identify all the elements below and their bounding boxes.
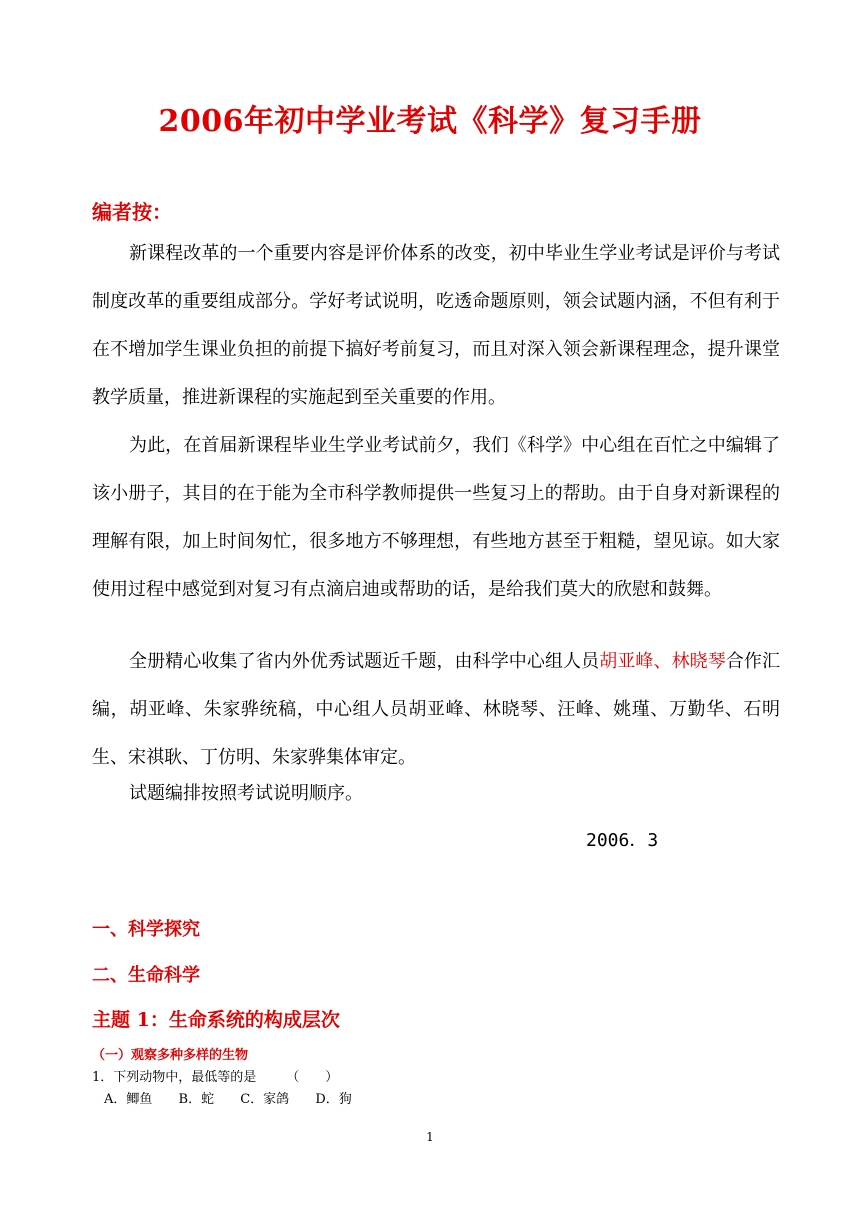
section-heading-life-science: 二、生命科学 <box>92 965 200 986</box>
question-stem: 1．下列动物中，最低等的是 <box>92 1070 257 1085</box>
editor-paragraph-1: 新课程改革的一个重要内容是评价体系的改变，初中毕业生学业考试是评价与考试制度改革的重要组成部分。学好考试说明，吃透命题原则，领会试题内涵，不但有利于在不增加学生课业负担的前提下搞好考前复习，而且对深入领会新课程理念，提升课堂教学质量，推进新课程的实施起到至关重要的作用。 <box>92 243 780 408</box>
option-a: A．鲫鱼 <box>104 1092 153 1107</box>
note-date: 2006．3 <box>586 830 659 851</box>
question-1-options <box>104 1088 374 1107</box>
editor-paragraph-4: 试题编排按照考试说明顺序。 <box>129 783 363 804</box>
editor-note-heading: 编者按： <box>92 200 172 224</box>
page-number: 1 <box>426 1130 434 1144</box>
option-b: B．蛇 <box>178 1092 215 1107</box>
p3-text-post: 合作汇编，胡亚峰、朱家骅统稿，中心组人员胡亚峰、林晓琴、汪峰、姚瑾、万勤华、石明生、宋祺耿、丁仿明、朱家骅集体审定。 <box>92 651 781 768</box>
question-1 <box>92 1066 338 1085</box>
p3-text-pre: 全册精心收集了省内外优秀试题近千题，由科学中心组人员 <box>129 651 600 672</box>
option-c: C．家鸽 <box>240 1092 290 1107</box>
option-d: D．狗 <box>315 1092 352 1107</box>
editor-paragraph-2: 为此，在首届新课程毕业生学业考试前夕，我们《科学》中心组在百忙之中编辑了该小册子，其目的在于能为全市科学教师提供一些复习上的帮助。由于自身对新课程的理解有限，加上时间匆忙，很多地方不够理想，有些地方甚至于粗糙，望见谅。如大家使用过程中感觉到对复习有点滴启迪或帮助的话，是给我们莫大的欣慰和鼓舞。 <box>92 435 780 600</box>
subtopic-heading: （一）观察多种多样的生物 <box>92 1048 249 1063</box>
section-heading-inquiry: 一、科学探究 <box>92 919 200 940</box>
document-title: 2006年初中学业考试《科学》复习手册 <box>158 104 702 139</box>
compiler-names: 胡亚峰、林晓琴 <box>599 651 726 672</box>
answer-blank: （ ） <box>286 1070 339 1085</box>
topic-heading: 主题 1：生命系统的构成层次 <box>92 1009 340 1031</box>
editor-paragraph-3 <box>92 638 780 782</box>
